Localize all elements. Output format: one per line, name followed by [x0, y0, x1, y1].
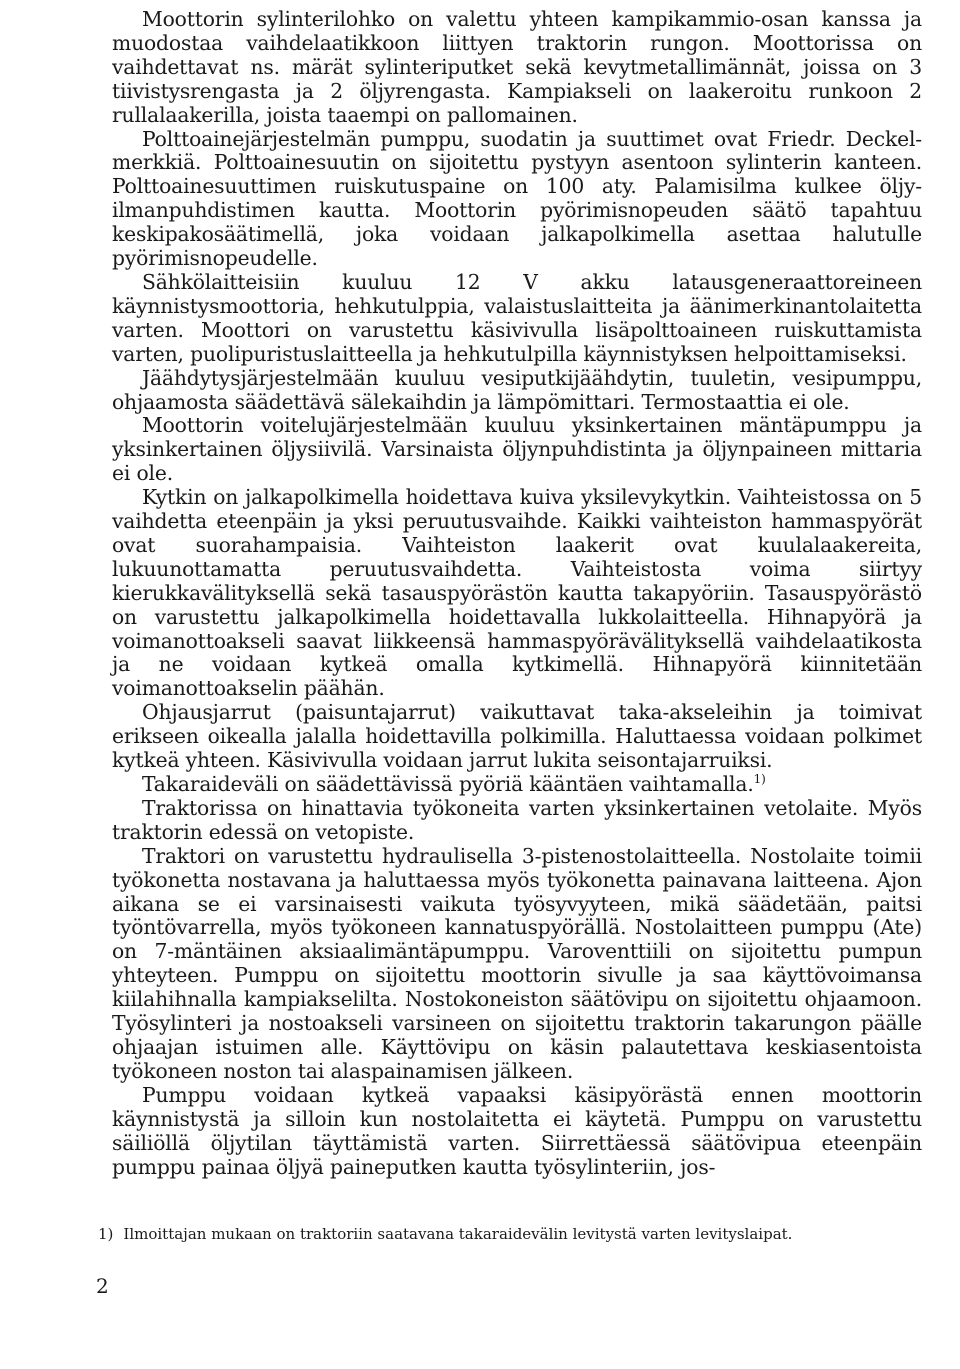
paragraph-drawbar: Traktorissa on hinattavia työkoneita varten yksinkertainen vetolaite. Myös traktorin edessä on vetopiste. [112, 795, 922, 844]
document-page [112, 8, 922, 1179]
page-number: 2 [96, 1274, 109, 1298]
paragraph-clutch-gearbox: Kytkin on jalkapolkimella hoidettava kuiva yksilevykytkin. Vaihteistossa on 5 vaihdetta eteenpäin ja yksi peruutusvaihde. Kaikki vaihteiston hammaspyörät ovat suorahampaisia. Vaihteiston laakerit ovat kuulalaakereita, lukuunottamatta peruutusvaihdetta. Vaihteistosta voima siirtyy kierukkavälityksellä sekä tasauspyörästön kautta takapyöriin. Tasauspyörästö on varustettu jalkapolkimella hoidettavalla lukkolaitteella. Hihnapyörä ja voimanottoakseli saavat liikkeensä hammaspyörävälityksellä vaihdelaatikosta ja ne voidaan kytkeä omalla kytkimellä. Hihnapyörä kiinnitetään voimanottoakselin päähän. [112, 485, 922, 701]
paragraph-hydraulic-lift: Traktori on varustettu hydraulisella 3-pistenostolaitteella. Nostolaite toimii työkonetta nostavana ja haluttaessa myös työkonetta painavana laitteena. Ajon aikana se ei varsinaisesti vaikuta työsyvyyteen, mikä säädetään, paitsi työntövarrella, myös työkoneen kannatuspyörällä. Nostolaitteen pumppu (Ate) on 7-mäntäinen aksiaalimäntäpumppu. Varoventtiili on sijoitettu pumpun yhteyteen. Pumppu on sijoitettu moottorin sivulle ja saa käyttövoimansa kiilahihnalla kampiakselilta. Nostokoneiston säätövipu on sijoitettu ohjaamoon. Työsylinteri ja nostoakseli varsineen on sijoitettu traktorin takarungon päälle ohjaajan istuimen alle. Käyttövipu on käsin palautettava keskiasentoista työkoneen noston tai alaspainamisen jälkeen. [112, 843, 922, 1083]
paragraph-track-width [112, 773, 922, 797]
footnote-reference: 1) [753, 772, 766, 787]
paragraph-electrical-system: Sähkölaitteisiin kuuluu 12 V akku latausgeneraattoreineen käynnistysmoottoria, hehkutulppia, valaistuslaitteita ja äänimerkinantolaitetta varten. Moottori on varustettu käsivivulla lisäpolttoaineen ruiskuttamista varten, puolipuristuslaitteella ja hehkutulpilla käynnistyksen helpoittamiseksi. [112, 269, 922, 366]
paragraph-cooling-system: Jäähdytysjärjestelmään kuuluu vesiputkijäähdytin, tuuletin, vesipumppu, ohjaamosta säädettävä sälekaihdin ja lämpömittari. Termostaattia ei ole. [112, 365, 922, 414]
paragraph-pump-operation: Pumppu voidaan kytkeä vapaaksi käsipyörästä ennen moottorin käynnistystä ja silloin kun nostolaitetta ei käytetä. Pumppu on varustettu säiliöllä öljytilan täyttämistä varten. Siirrettäessä säätövipua eteenpäin pumppu painaa öljyä paineputken kautta työsylinteriin, jos- [112, 1082, 922, 1179]
paragraph-steering-brakes: Ohjausjarrut (paisuntajarrut) vaikuttavat taka-akseleihin ja toimivat erikseen oikealla jalalla hoidettavilla polkimilla. Haluttaessa voidaan polkimet kytkeä yhteen. Käsivivulla voidaan jarrut lukita seisontajarruiksi. [112, 700, 922, 773]
paragraph-engine-block: Moottorin sylinterilohko on valettu yhteen kampikammio-osan kanssa ja muodostaa vaihdelaatikkoon liittyen traktorin rungon. Moottorissa on vaihdettavat ns. märät sylinteriputket sekä kevytmetallimännät, joissa on 3 tiivistysrengasta ja 2 öljyrengasta. Kampiakseli on laakeroitu runkoon 2 rullalaakerilla, joista taaempi on pallomainen. [112, 7, 922, 127]
paragraph-track-width-text: Takaraideväli on säädettävissä pyöriä kääntäen vaihtamalla. [142, 772, 754, 796]
footnote-number: 1) [98, 1225, 114, 1243]
paragraph-lubrication-system: Moottorin voitelujärjestelmään kuuluu yksinkertainen mäntäpumppu ja yksinkertainen öljysiivilä. Varsinaista öljynpuhdistinta ja öljynpaineen mittaria ei ole. [112, 413, 922, 486]
footnote [98, 1224, 928, 1244]
footnote-text: Ilmoittajan mukaan on traktoriin saatavana takaraidevälin levitystä varten levityslaipat. [123, 1225, 793, 1243]
paragraph-fuel-system: Polttoainejärjestelmän pumppu, suodatin ja suuttimet ovat Friedr. Deckel-merkkiä. Polttoainesuutin on sijoitettu pystyyn asentoon sylinterin kanteen. Polttoainesuuttimen ruiskutuspaine on 100 aty. Palamisilma kulkee öljy-ilmanpuhdistimen kautta. Moottorin pyörimisnopeuden säätö tapahtuu keskipakosäätimellä, joka voidaan jalkapolkimella asettaa halutulle pyörimisnopeudelle. [112, 126, 922, 271]
